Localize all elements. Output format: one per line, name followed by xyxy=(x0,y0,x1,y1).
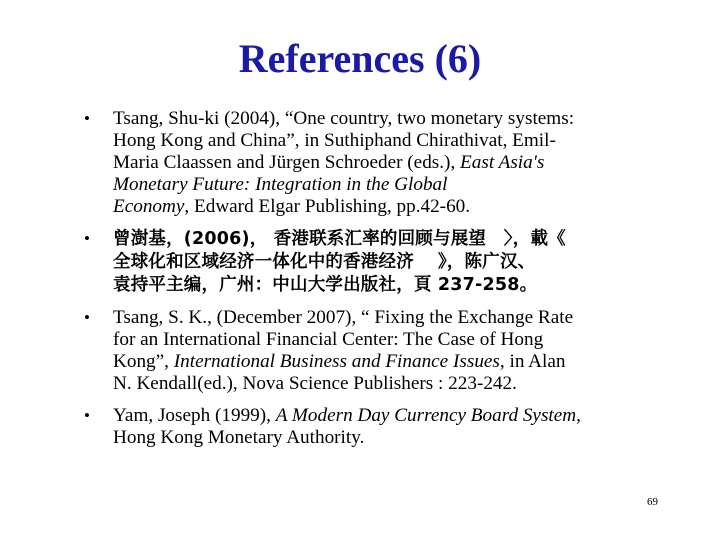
reference-item xyxy=(84,228,684,297)
reference-list xyxy=(84,108,684,459)
reference-text: for an International Financial Center: The Case of Hong xyxy=(113,329,544,350)
italic-text: International Business and Finance Issues xyxy=(173,351,500,372)
reference-line xyxy=(113,108,684,130)
italic-text: Monetary Future: Integration in the Global xyxy=(113,174,448,195)
reference-text: N. Kendall(ed.), Nova Science Publishers : 223-242. xyxy=(113,373,517,394)
reference-text: Yam, Joseph (1999), xyxy=(113,405,276,426)
reference-line xyxy=(113,373,684,395)
slide-title: References (6) xyxy=(238,36,482,81)
bullet-icon: • xyxy=(84,109,90,128)
reference-text: 袁持平主编，广州：中山大学出版社，頁 237-258。 xyxy=(113,275,538,295)
reference-text: 曾澍基，(2006)， 香港联系汇率的回顾与展望 〉，載《 xyxy=(113,229,566,249)
reference-item xyxy=(84,405,684,449)
reference-line xyxy=(113,152,684,174)
reference-item xyxy=(84,108,684,218)
reference-text: 全球化和区域经济一体化中的香港经济 》，陈广汉、 xyxy=(113,252,536,272)
reference-line xyxy=(113,405,684,427)
reference-line xyxy=(113,130,684,152)
reference-line xyxy=(113,251,684,274)
reference-line xyxy=(113,329,684,351)
italic-text: A Modern Day Currency Board System xyxy=(275,405,577,426)
page-number: 69 xyxy=(647,496,658,508)
reference-line xyxy=(113,307,684,329)
reference-text: Hong Kong Monetary Authority. xyxy=(113,427,365,448)
bullet-icon: • xyxy=(84,406,90,425)
reference-text: Kong”, xyxy=(113,351,174,372)
reference-text: , Edward Elgar Publishing, pp.42-60. xyxy=(184,196,471,217)
italic-text: Economy xyxy=(113,196,185,217)
reference-item xyxy=(84,307,684,395)
reference-line xyxy=(113,274,684,297)
italic-text: East Asia's xyxy=(460,152,545,173)
bullet-icon: • xyxy=(84,308,90,327)
reference-text: Maria Claassen and Jürgen Schroeder (eds.), xyxy=(113,152,461,173)
reference-text: Tsang, S. K., (December 2007), “ Fixing the Exchange Rate xyxy=(113,307,574,328)
reference-line xyxy=(113,427,684,449)
reference-line xyxy=(113,351,684,373)
reference-line xyxy=(113,196,684,218)
reference-text: , xyxy=(576,405,581,426)
reference-line xyxy=(113,228,684,251)
reference-text: , in Alan xyxy=(499,351,566,372)
reference-text: Tsang, Shu-ki (2004), “One country, two monetary systems: xyxy=(113,108,575,129)
reference-text: Hong Kong and China”, in Suthiphand Chirathivat, Emil- xyxy=(113,130,556,151)
reference-line xyxy=(113,174,684,196)
bullet-icon: • xyxy=(84,229,91,248)
